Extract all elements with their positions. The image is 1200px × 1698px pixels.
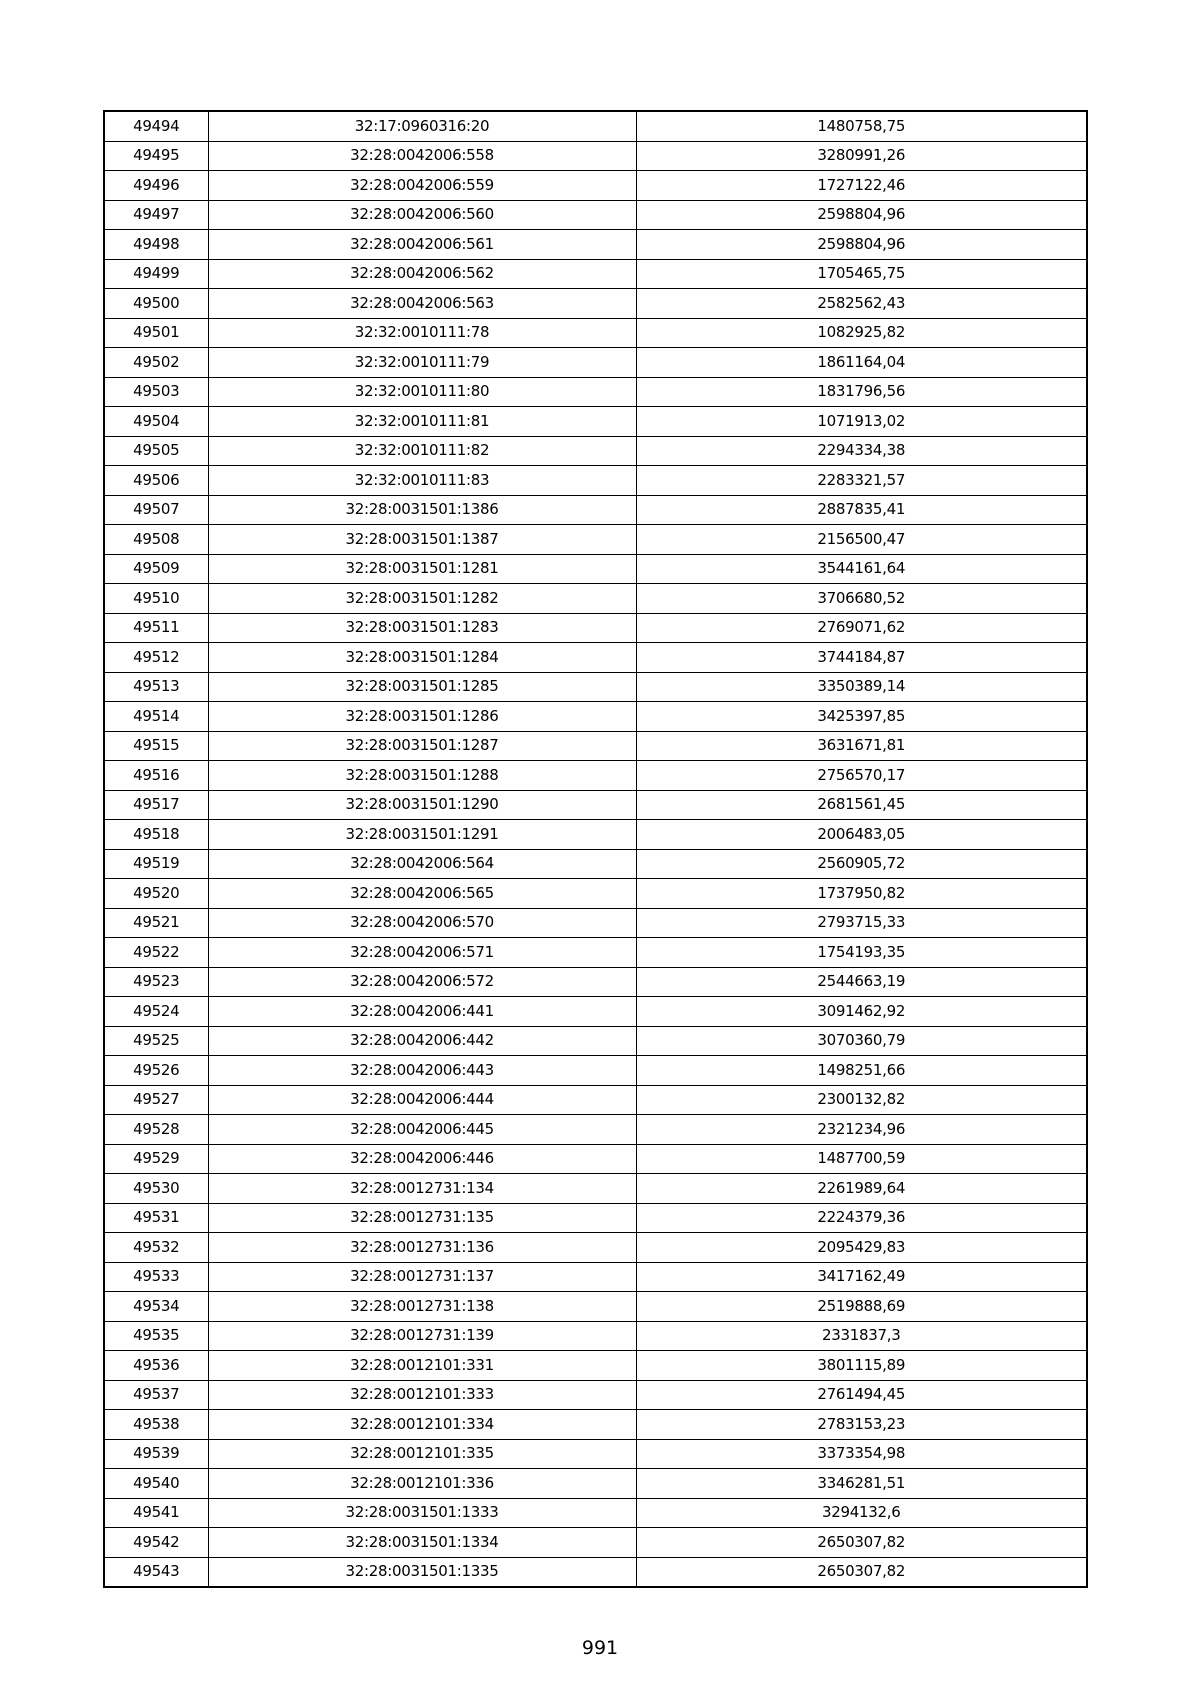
value-cell: 2321234,96 (636, 1115, 1087, 1145)
cadastral-number-cell: 32:28:0012731:139 (208, 1321, 636, 1351)
table-row (104, 1498, 1087, 1528)
table-row (104, 141, 1087, 171)
value-cell: 2006483,05 (636, 820, 1087, 850)
cadastral-number-cell: 32:28:0031501:1288 (208, 761, 636, 791)
cadastral-number-cell: 32:28:0031501:1334 (208, 1528, 636, 1558)
table-row (104, 554, 1087, 584)
cadastral-number-cell: 32:28:0042006:563 (208, 289, 636, 319)
value-cell: 2331837,3 (636, 1321, 1087, 1351)
value-cell: 2769071,62 (636, 613, 1087, 643)
table-row (104, 613, 1087, 643)
cadastral-number-cell: 32:28:0031501:1287 (208, 731, 636, 761)
value-cell: 1737950,82 (636, 879, 1087, 909)
cadastral-number-cell: 32:32:0010111:79 (208, 348, 636, 378)
row-number-cell: 49505 (104, 436, 208, 466)
row-number-cell: 49502 (104, 348, 208, 378)
table-row (104, 1321, 1087, 1351)
cadastral-number-cell: 32:28:0031501:1286 (208, 702, 636, 732)
value-cell: 2519888,69 (636, 1292, 1087, 1322)
value-cell: 2793715,33 (636, 908, 1087, 938)
row-number-cell: 49534 (104, 1292, 208, 1322)
table-row (104, 377, 1087, 407)
value-cell: 2294334,38 (636, 436, 1087, 466)
table-row (104, 171, 1087, 201)
cadastral-number-cell: 32:32:0010111:80 (208, 377, 636, 407)
value-cell: 1498251,66 (636, 1056, 1087, 1086)
table-row (104, 731, 1087, 761)
value-cell: 1480758,75 (636, 111, 1087, 141)
table-row (104, 1292, 1087, 1322)
table-row (104, 259, 1087, 289)
cadastral-number-cell: 32:28:0042006:565 (208, 879, 636, 909)
cadastral-number-cell: 32:28:0031501:1285 (208, 672, 636, 702)
value-cell: 2156500,47 (636, 525, 1087, 555)
cadastral-number-cell: 32:28:0012731:135 (208, 1203, 636, 1233)
table-row (104, 1469, 1087, 1499)
cadastral-number-cell: 32:28:0012101:336 (208, 1469, 636, 1499)
cadastral-number-cell: 32:28:0042006:445 (208, 1115, 636, 1145)
table-row (104, 200, 1087, 230)
cadastral-number-cell: 32:28:0031501:1283 (208, 613, 636, 643)
cadastral-number-cell: 32:28:0012101:334 (208, 1410, 636, 1440)
value-cell: 3070360,79 (636, 1026, 1087, 1056)
table-row (104, 849, 1087, 879)
table-row (104, 466, 1087, 496)
value-cell: 1071913,02 (636, 407, 1087, 437)
table-row (104, 1144, 1087, 1174)
table-row (104, 584, 1087, 614)
row-number-cell: 49509 (104, 554, 208, 584)
row-number-cell: 49527 (104, 1085, 208, 1115)
value-cell: 1082925,82 (636, 318, 1087, 348)
row-number-cell: 49530 (104, 1174, 208, 1204)
cadastral-number-cell: 32:32:0010111:82 (208, 436, 636, 466)
row-number-cell: 49513 (104, 672, 208, 702)
value-cell: 3801115,89 (636, 1351, 1087, 1381)
cadastral-number-cell: 32:28:0031501:1333 (208, 1498, 636, 1528)
row-number-cell: 49540 (104, 1469, 208, 1499)
value-cell: 2650307,82 (636, 1557, 1087, 1587)
table-row (104, 1174, 1087, 1204)
value-cell: 2095429,83 (636, 1233, 1087, 1263)
row-number-cell: 49518 (104, 820, 208, 850)
table-row (104, 702, 1087, 732)
table-row (104, 820, 1087, 850)
row-number-cell: 49529 (104, 1144, 208, 1174)
cadastral-number-cell: 32:28:0042006:560 (208, 200, 636, 230)
row-number-cell: 49543 (104, 1557, 208, 1587)
value-cell: 2761494,45 (636, 1380, 1087, 1410)
row-number-cell: 49515 (104, 731, 208, 761)
cadastral-number-cell: 32:32:0010111:81 (208, 407, 636, 437)
table-row (104, 1439, 1087, 1469)
row-number-cell: 49532 (104, 1233, 208, 1263)
cadastral-number-cell: 32:28:0042006:570 (208, 908, 636, 938)
cadastral-number-cell: 32:28:0031501:1282 (208, 584, 636, 614)
table-row (104, 643, 1087, 673)
row-number-cell: 49504 (104, 407, 208, 437)
cadastral-number-cell: 32:28:0042006:446 (208, 1144, 636, 1174)
row-number-cell: 49531 (104, 1203, 208, 1233)
table-row (104, 1351, 1087, 1381)
row-number-cell: 49538 (104, 1410, 208, 1440)
row-number-cell: 49539 (104, 1439, 208, 1469)
value-cell: 3417162,49 (636, 1262, 1087, 1292)
table-row (104, 879, 1087, 909)
table-row (104, 1233, 1087, 1263)
cadastral-number-cell: 32:28:0042006:572 (208, 967, 636, 997)
row-number-cell: 49523 (104, 967, 208, 997)
table-row (104, 407, 1087, 437)
table-row (104, 1410, 1087, 1440)
table-row (104, 938, 1087, 968)
table-row (104, 997, 1087, 1027)
table-row (104, 1026, 1087, 1056)
table-row (104, 967, 1087, 997)
row-number-cell: 49520 (104, 879, 208, 909)
cadastral-number-cell: 32:28:0042006:441 (208, 997, 636, 1027)
value-cell: 2598804,96 (636, 230, 1087, 260)
value-cell: 1754193,35 (636, 938, 1087, 968)
cadastral-number-cell: 32:28:0031501:1387 (208, 525, 636, 555)
value-cell: 1727122,46 (636, 171, 1087, 201)
cadastral-number-cell: 32:28:0042006:443 (208, 1056, 636, 1086)
row-number-cell: 49517 (104, 790, 208, 820)
table-row (104, 495, 1087, 525)
value-cell: 3631671,81 (636, 731, 1087, 761)
table-row (104, 790, 1087, 820)
cadastral-number-cell: 32:28:0012731:138 (208, 1292, 636, 1322)
cadastral-number-cell: 32:28:0042006:561 (208, 230, 636, 260)
row-number-cell: 49541 (104, 1498, 208, 1528)
cadastral-number-cell: 32:28:0012101:333 (208, 1380, 636, 1410)
table-row (104, 1557, 1087, 1587)
row-number-cell: 49512 (104, 643, 208, 673)
value-cell: 3350389,14 (636, 672, 1087, 702)
value-cell: 2560905,72 (636, 849, 1087, 879)
row-number-cell: 49521 (104, 908, 208, 938)
value-cell: 3294132,6 (636, 1498, 1087, 1528)
value-cell: 2283321,57 (636, 466, 1087, 496)
value-cell: 3091462,92 (636, 997, 1087, 1027)
value-cell: 1705465,75 (636, 259, 1087, 289)
row-number-cell: 49506 (104, 466, 208, 496)
cadastral-number-cell: 32:28:0012731:134 (208, 1174, 636, 1204)
row-number-cell: 49500 (104, 289, 208, 319)
value-cell: 3373354,98 (636, 1439, 1087, 1469)
table-row (104, 525, 1087, 555)
table-row (104, 1380, 1087, 1410)
value-cell: 2300132,82 (636, 1085, 1087, 1115)
row-number-cell: 49495 (104, 141, 208, 171)
row-number-cell: 49533 (104, 1262, 208, 1292)
table-body (104, 111, 1087, 1587)
value-cell: 3544161,64 (636, 554, 1087, 584)
cadastral-number-cell: 32:28:0031501:1284 (208, 643, 636, 673)
table-row (104, 908, 1087, 938)
row-number-cell: 49516 (104, 761, 208, 791)
cadastral-number-cell: 32:28:0031501:1281 (208, 554, 636, 584)
cadastral-number-cell: 32:28:0031501:1291 (208, 820, 636, 850)
cadastral-number-cell: 32:28:0012101:331 (208, 1351, 636, 1381)
cadastral-number-cell: 32:28:0042006:442 (208, 1026, 636, 1056)
table-row (104, 1085, 1087, 1115)
row-number-cell: 49511 (104, 613, 208, 643)
cadastral-number-cell: 32:32:0010111:78 (208, 318, 636, 348)
value-cell: 2887835,41 (636, 495, 1087, 525)
row-number-cell: 49542 (104, 1528, 208, 1558)
table-row (104, 1203, 1087, 1233)
cadastral-number-cell: 32:28:0042006:564 (208, 849, 636, 879)
row-number-cell: 49508 (104, 525, 208, 555)
row-number-cell: 49537 (104, 1380, 208, 1410)
cadastral-number-cell: 32:28:0042006:444 (208, 1085, 636, 1115)
value-cell: 2650307,82 (636, 1528, 1087, 1558)
table-row (104, 318, 1087, 348)
table-row (104, 1056, 1087, 1086)
data-table (103, 110, 1088, 1588)
row-number-cell: 49507 (104, 495, 208, 525)
row-number-cell: 49501 (104, 318, 208, 348)
value-cell: 2783153,23 (636, 1410, 1087, 1440)
value-cell: 2224379,36 (636, 1203, 1087, 1233)
cadastral-number-cell: 32:28:0042006:558 (208, 141, 636, 171)
row-number-cell: 49525 (104, 1026, 208, 1056)
value-cell: 3425397,85 (636, 702, 1087, 732)
value-cell: 3280991,26 (636, 141, 1087, 171)
cadastral-number-cell: 32:28:0012731:136 (208, 1233, 636, 1263)
value-cell: 2681561,45 (636, 790, 1087, 820)
table-row (104, 348, 1087, 378)
value-cell: 3744184,87 (636, 643, 1087, 673)
table-row (104, 111, 1087, 141)
row-number-cell: 49528 (104, 1115, 208, 1145)
row-number-cell: 49498 (104, 230, 208, 260)
table-row (104, 672, 1087, 702)
cadastral-number-cell: 32:28:0012731:137 (208, 1262, 636, 1292)
cadastral-number-cell: 32:28:0031501:1290 (208, 790, 636, 820)
value-cell: 2756570,17 (636, 761, 1087, 791)
row-number-cell: 49494 (104, 111, 208, 141)
value-cell: 3346281,51 (636, 1469, 1087, 1499)
row-number-cell: 49524 (104, 997, 208, 1027)
row-number-cell: 49536 (104, 1351, 208, 1381)
table-row (104, 761, 1087, 791)
value-cell: 2582562,43 (636, 289, 1087, 319)
cadastral-number-cell: 32:28:0031501:1386 (208, 495, 636, 525)
row-number-cell: 49499 (104, 259, 208, 289)
value-cell: 3706680,52 (636, 584, 1087, 614)
value-cell: 1487700,59 (636, 1144, 1087, 1174)
table-row (104, 436, 1087, 466)
row-number-cell: 49503 (104, 377, 208, 407)
row-number-cell: 49514 (104, 702, 208, 732)
value-cell: 1861164,04 (636, 348, 1087, 378)
value-cell: 2261989,64 (636, 1174, 1087, 1204)
cadastral-number-cell: 32:28:0012101:335 (208, 1439, 636, 1469)
page-number: 991 (581, 1637, 619, 1659)
value-cell: 2598804,96 (636, 200, 1087, 230)
table-row (104, 1115, 1087, 1145)
table-row (104, 1262, 1087, 1292)
row-number-cell: 49497 (104, 200, 208, 230)
row-number-cell: 49522 (104, 938, 208, 968)
row-number-cell: 49510 (104, 584, 208, 614)
cadastral-number-cell: 32:28:0042006:562 (208, 259, 636, 289)
row-number-cell: 49496 (104, 171, 208, 201)
table-row (104, 1528, 1087, 1558)
table-row (104, 230, 1087, 260)
value-cell: 2544663,19 (636, 967, 1087, 997)
value-cell: 1831796,56 (636, 377, 1087, 407)
table-row (104, 289, 1087, 319)
cadastral-number-cell: 32:17:0960316:20 (208, 111, 636, 141)
cadastral-number-cell: 32:32:0010111:83 (208, 466, 636, 496)
cadastral-number-cell: 32:28:0042006:559 (208, 171, 636, 201)
row-number-cell: 49526 (104, 1056, 208, 1086)
row-number-cell: 49519 (104, 849, 208, 879)
cadastral-number-cell: 32:28:0042006:571 (208, 938, 636, 968)
row-number-cell: 49535 (104, 1321, 208, 1351)
cadastral-number-cell: 32:28:0031501:1335 (208, 1557, 636, 1587)
